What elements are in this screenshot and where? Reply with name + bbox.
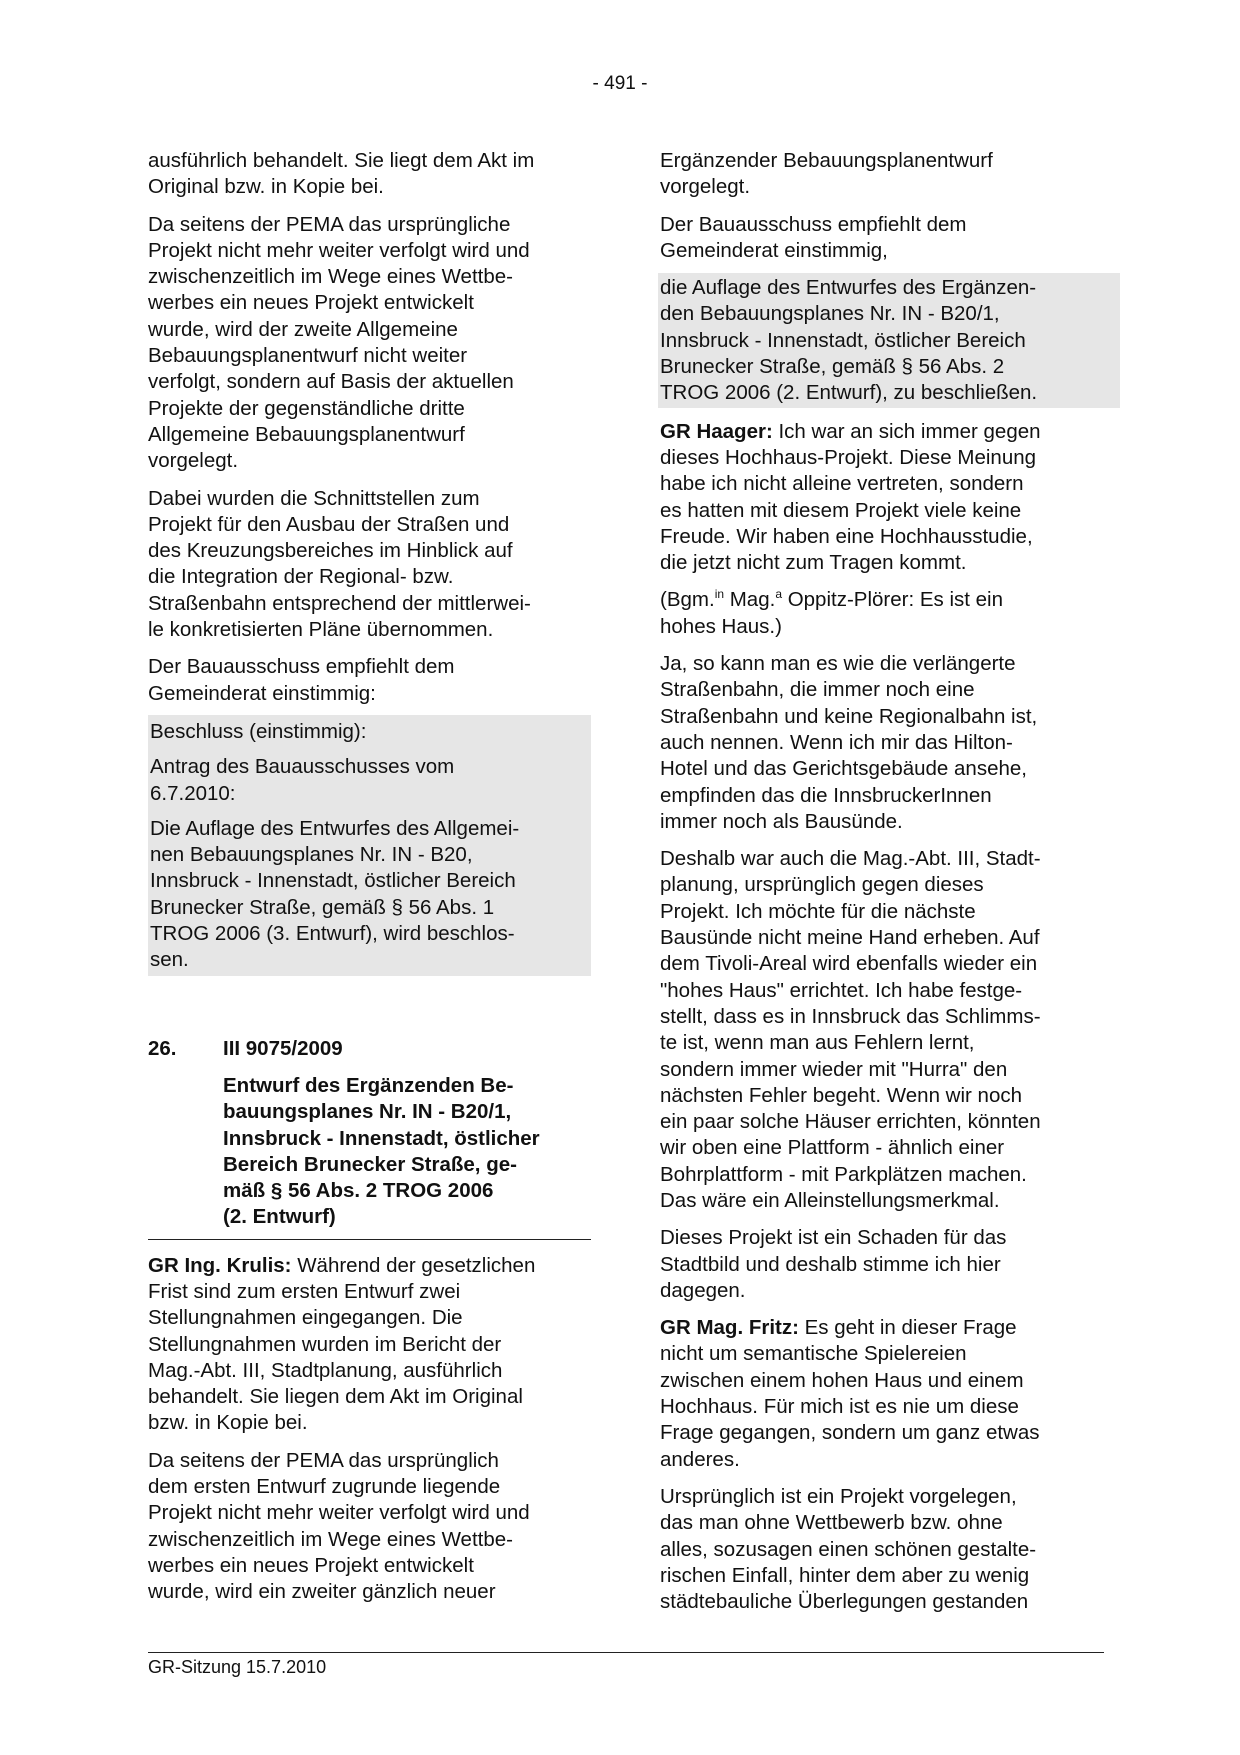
paragraph: Ja, so kann man es wie die verlängerte Straßenbahn, die immer noch eine Straßenbahn und keine Regionalbahn ist, auch nennen. Wenn ich mir das Hilton- Hotel und das Gerichtsgebäude ansehe, empfinden das die InnsbruckerInnen immer noch als Bausünde. bbox=[660, 652, 1038, 833]
speech-text: Es geht in dieser Frage nicht um semantische Spielereien zwischen einem hohen Haus und einem Hochhaus. Für mich ist es nie um diese Frage gegangen, sondern um ganz etwas anderes. bbox=[660, 1316, 1040, 1471]
resolution-text: Die Auflage des Entwurfes des Allgemei- nen Bebauungsplanes Nr. IN - B20, Innsbruck - Innenstadt, östlicher Bereich Brunecker Straße, gemäß § 56 Abs. 1 TROG 2006 (3. Entwurf), wird beschlos- sen. bbox=[150, 816, 520, 972]
agenda-item-reference: III 9075/2009 bbox=[223, 1036, 343, 1060]
speech-text: Ich war an sich immer gegen dieses Hochhaus-Projekt. Diese Meinung habe ich nicht alleine vertreten, sondern es hatten mit diesem Projekt viele keine Freude. Wir haben eine Hochhausstudie, die jetzt nicht zum Tragen kommt. bbox=[660, 419, 1041, 575]
speech-fritz bbox=[660, 1315, 1104, 1473]
paragraph: Dabei wurden die Schnittstellen zum Projekt für den Ausbau der Straßen und des Kreuzungsbereiches im Hinblick auf die Integration der Regional- bzw. Straßenbahn entsprechend der mittlerwei- le konkretisierten Pläne übernommen. bbox=[148, 486, 531, 642]
resolution-label: Beschluss (einstimmig): bbox=[150, 719, 367, 743]
superscript: in bbox=[714, 586, 725, 601]
agenda-item-title: Entwurf des Ergänzenden Be- bauungsplanes Nr. IN - B20/1, Innsbruck - Innenstadt, östlicher Bereich Brunecker Straße, ge- mäß § 56 Abs. 2 TROG 2006 (2. Entwurf) bbox=[223, 1073, 540, 1229]
paragraph: ausführlich behandelt. Sie liegt dem Akt im Original bzw. in Kopie bei. bbox=[148, 149, 535, 199]
superscript: a bbox=[775, 586, 782, 601]
divider bbox=[148, 1239, 591, 1240]
agenda-item-number: 26. bbox=[148, 1036, 177, 1060]
speaker-name: GR Haager: bbox=[660, 419, 773, 443]
speaker-name: GR Mag. Fritz: bbox=[660, 1316, 799, 1340]
interjection-text: (Bgm. bbox=[660, 588, 715, 612]
speaker-name: GR Ing. Krulis: bbox=[148, 1253, 292, 1277]
agenda-item-header bbox=[148, 1036, 591, 1062]
paragraph: Da seitens der PEMA das ursprüngliche Projekt nicht mehr weiter verfolgt wird und zwischenzeitlich im Wege eines Wettbe- werbes ein neues Projekt entwickelt wurde, wird der zweite Allgemeine Bebauungsplanentwurf nicht weiter verfolgt, sondern auf Basis der aktuellen Projekte der gegenständliche dritte Allgemeine Bebauungsplanentwurf vorgelegt. bbox=[148, 212, 530, 473]
paragraph: Ursprünglich ist ein Projekt vorgelegen, das man ohne Wettbewerb bzw. ohne alles, sozusagen einen schönen gestalte- rischen Einfall, hinter dem aber zu wenig städtebauliche Überlegungen gestanden bbox=[660, 1484, 1037, 1614]
paragraph: Der Bauausschuss empfiehlt dem Gemeinderat einstimmig: bbox=[148, 655, 455, 705]
interjection-text: Mag. bbox=[724, 588, 776, 612]
speech-text: Während der gesetzlichen Frist sind zum ersten Entwurf zwei Stellungnahmen eingegangen. Die Stellungnahmen wurden im Bericht der Mag.-Abt. III, Stadtplanung, ausführlich behandelt. Sie liegen dem Akt im Original bzw. in Kopie bei. bbox=[148, 1253, 536, 1435]
paragraph: Der Bauausschuss empfiehlt dem Gemeinderat einstimmig, bbox=[660, 212, 967, 262]
interjection-text: Oppitz-Plörer: Es ist ein hohes Haus.) bbox=[660, 588, 1004, 638]
footer-divider bbox=[148, 1652, 1104, 1653]
paragraph: Ergänzender Bebauungsplanentwurf vorgelegt. bbox=[660, 149, 993, 199]
highlighted-resolution: die Auflage des Entwurfes des Ergänzen- den Bebauungsplanes Nr. IN - B20/1, Innsbruck - Innenstadt, östlicher Bereich Brunecker Straße, gemäß § 56 Abs. 2 TROG 2006 (2. Entwurf), zu beschließen. bbox=[658, 273, 1120, 407]
page-number: - 491 - bbox=[592, 73, 648, 94]
resolution-block bbox=[148, 715, 591, 976]
paragraph: Da seitens der PEMA das ursprünglich dem ersten Entwurf zugrunde liegende Projekt nicht mehr weiter verfolgt wird und zwischenzeitlich im Wege eines Wettbe- werbes ein neues Projekt entwickelt wurde, wird ein zweiter gänzlich neuer bbox=[148, 1448, 530, 1604]
left-column bbox=[148, 148, 591, 1617]
resolution-motion: Antrag des Bauausschusses vom 6.7.2010: bbox=[150, 755, 455, 805]
paragraph: Deshalb war auch die Mag.-Abt. III, Stadt- planung, ursprünglich gegen dieses Projekt. Ich möchte für die nächste Bausünde nicht meine Hand erheben. Auf dem Tivoli-Areal wird ebenfalls wieder ein "hohes Haus" errichtet. Ich habe festge- stellt, dass es in Innsbruck das Schlimms- te ist, wenn man aus Fehlern lernt, sondern immer wieder mit "Hurra" den nächsten Fehler begeht. Wenn wir noch ein paar solche Häuser errichten, könnten wir oben eine Plattform - ähnlich einer Bohrplattform - mit Parkplätzen machen. Das wäre ein Alleinstellungsmerkmal. bbox=[660, 847, 1041, 1212]
speech-krulis bbox=[148, 1253, 591, 1437]
speech-haager bbox=[660, 419, 1104, 577]
paragraph: Dieses Projekt ist ein Schaden für das Stadtbild und deshalb stimme ich hier dagegen. bbox=[660, 1226, 1007, 1302]
interjection bbox=[660, 587, 1104, 640]
footer-text: GR-Sitzung 15.7.2010 bbox=[148, 1657, 327, 1677]
right-column bbox=[660, 148, 1104, 1626]
